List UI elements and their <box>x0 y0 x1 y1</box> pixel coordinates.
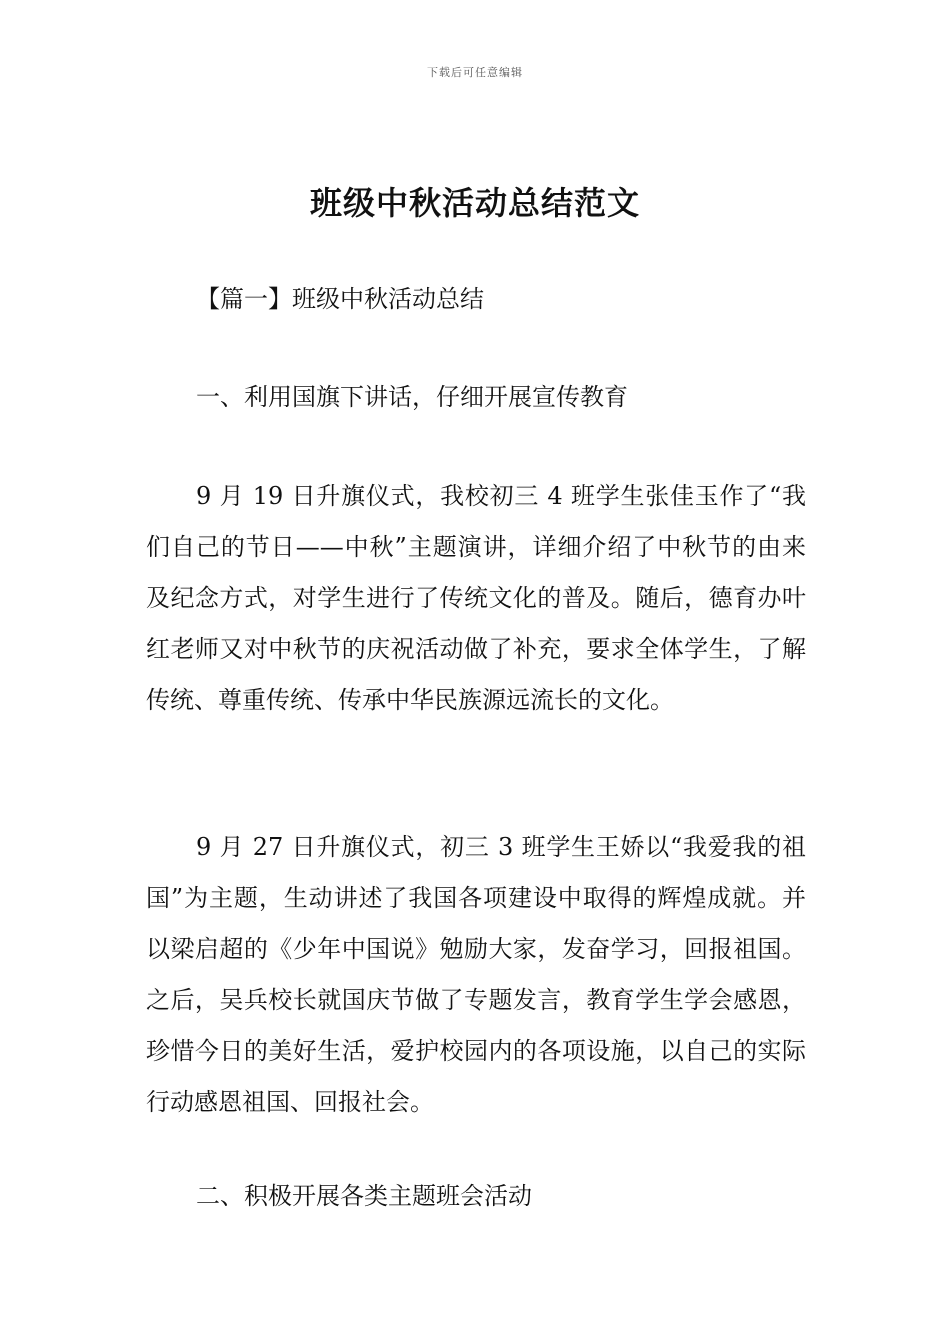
section-heading-2: 二、积极开展各类主题班会活动 <box>196 1182 532 1210</box>
section-heading-1: 一、利用国旗下讲话，仔细开展宣传教育 <box>196 383 628 411</box>
header-note: 下载后可任意编辑 <box>427 66 523 79</box>
paragraph-2: 9 月 27 日升旗仪式，初三 3 班学生王娇以“我爱我的祖国”为主题，生动讲述了我国各项建设中取得的辉煌成就。并以梁启超的《少年中国说》勉励大家，发奋学习，回报祖国。之后，吴兵校长就国庆节做了专题发言，教育学生学会感恩，珍惜今日的美好生活，爱护校园内的各项设施，以自己的实际行动感恩祖国、回报社会。 <box>146 833 806 1116</box>
document-title: 班级中秋活动总结范文 <box>309 184 640 222</box>
article-heading: 【篇一】班级中秋活动总结 <box>196 285 484 313</box>
paragraph-1: 9 月 19 日升旗仪式，我校初三 4 班学生张佳玉作了“我们自己的节日——中秋”主题演讲，详细介绍了中秋节的由来及纪念方式，对学生进行了传统文化的普及。随后，德育办叶红老师又对中秋节的庆祝活动做了补充，要求全体学生，了解传统、尊重传统、传承中华民族源远流长的文化。 <box>146 482 806 714</box>
